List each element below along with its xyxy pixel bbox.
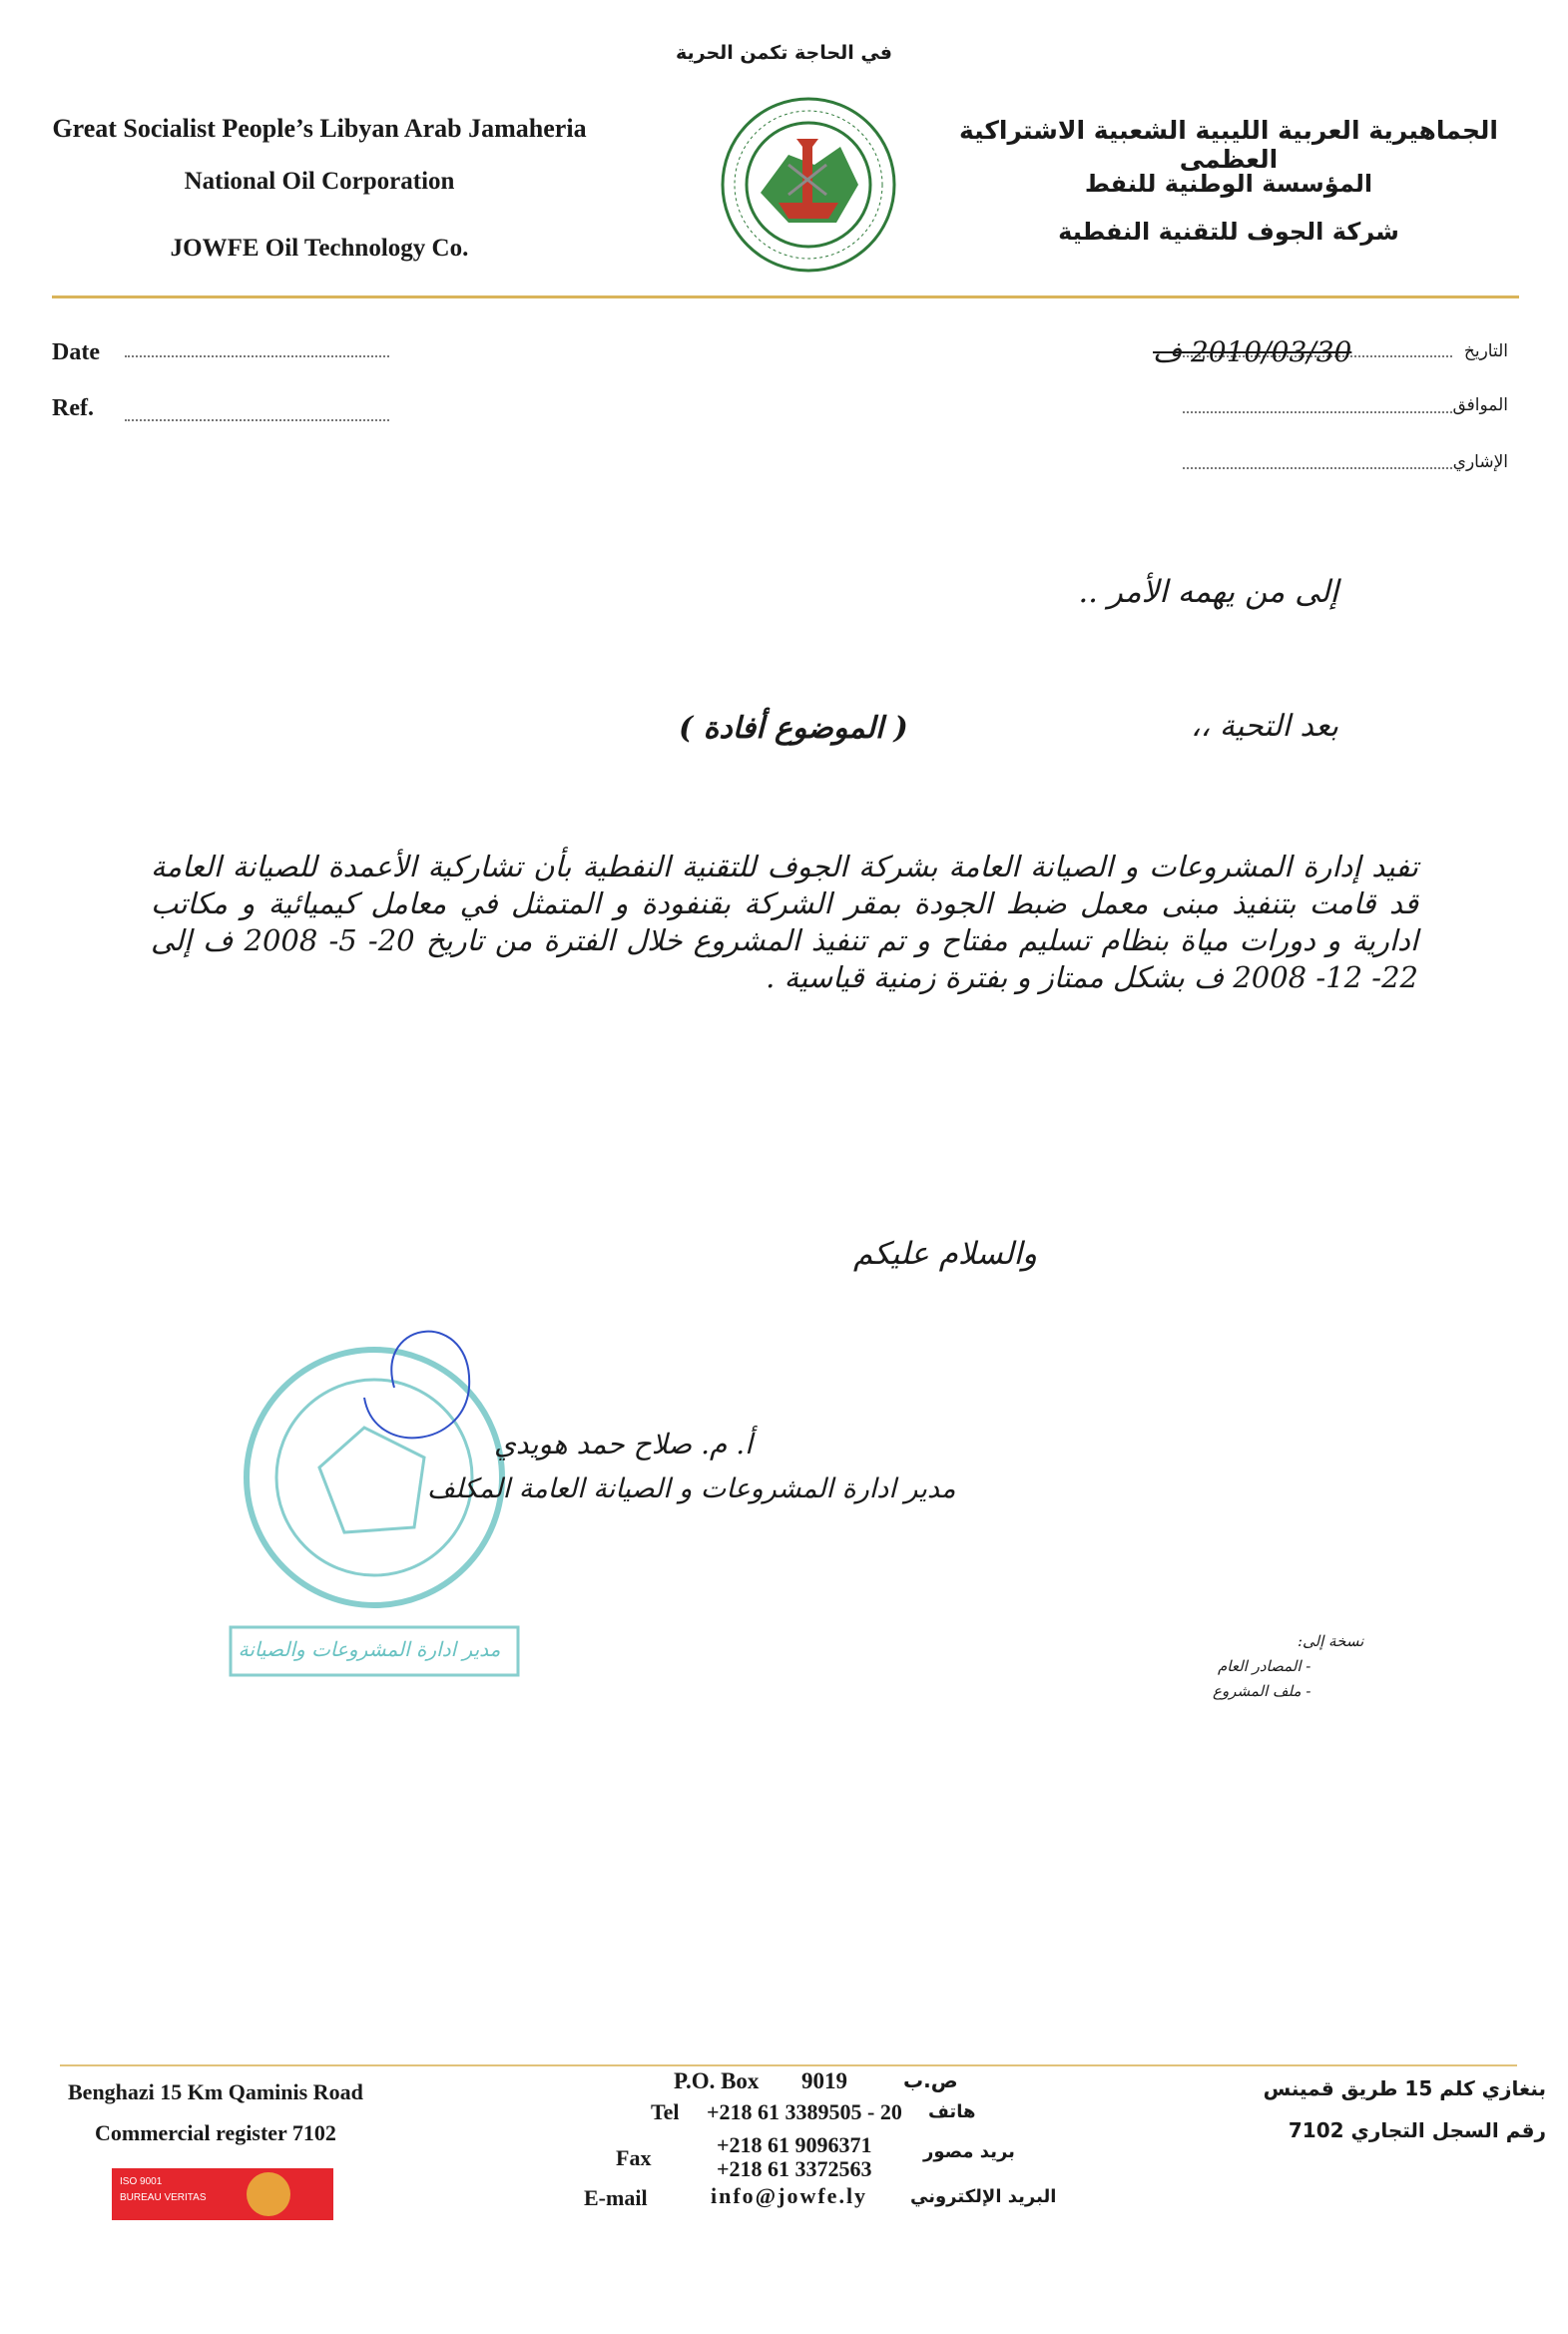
closing: والسلام عليكم xyxy=(853,1236,1038,1272)
footer-register-ar: رقم السجل التجاري 7102 xyxy=(1288,2118,1546,2142)
ref-label: Ref. xyxy=(52,395,94,421)
cc-item-2: - ملف المشروع xyxy=(1213,1682,1311,1700)
ref-dotted-line xyxy=(125,419,389,421)
footer-email-label: E-mail xyxy=(584,2185,648,2210)
footer-address-en: Benghazi 15 Km Qaminis Road xyxy=(68,2079,363,2104)
footer-pobox-label: P.O. Box xyxy=(674,2068,760,2093)
date-label: Date xyxy=(52,339,100,365)
stamp-caption: مدير ادارة المشروعات والصيانة xyxy=(238,1637,501,1661)
signer-name: أ. م. صلاح حمد هويدي xyxy=(494,1428,753,1460)
iso-certification-badge xyxy=(112,2168,333,2220)
greeting: بعد التحية ،، xyxy=(1190,709,1338,744)
footer-fax-value1: +218 61 9096371 xyxy=(717,2132,872,2157)
signer-title: مدير ادارة المشروعات و الصيانة العامة المكلف xyxy=(427,1473,956,1504)
date-value: 2010/03/30 ف xyxy=(1153,335,1352,368)
footer-address-ar: بنغازي كلم 15 طريق قمينس xyxy=(1263,2076,1546,2100)
footer-fax-value2: +218 61 3372563 xyxy=(717,2156,872,2181)
ar-corresponding-dotted-line xyxy=(1183,411,1452,413)
addressee: إلى من يهمه الأمر .. xyxy=(1078,574,1338,610)
footer-pobox-ar: ص.ب xyxy=(903,2068,958,2092)
ar-date-label: التاريخ xyxy=(1463,341,1508,361)
header-ar-line2: المؤسسة الوطنية للنفط xyxy=(1084,170,1373,198)
cc-item-1: - المصادر العام xyxy=(1218,1657,1311,1675)
ar-reference-dotted-line xyxy=(1183,467,1452,469)
official-stamp xyxy=(225,1328,524,1687)
footer-email-value: info@jowfe.ly xyxy=(711,2183,868,2208)
certification-seal-icon xyxy=(247,2172,290,2216)
header-en-line2: National Oil Corporation xyxy=(184,168,455,195)
footer-tel-value: +218 61 3389505 - 20 xyxy=(707,2099,902,2124)
footer-pobox-value: 9019 xyxy=(801,2068,847,2093)
iso-line1: ISO 9001 xyxy=(120,2176,163,2187)
header-divider xyxy=(52,295,1519,298)
cc-label: نسخة إلى: xyxy=(1298,1632,1364,1650)
header-ar-line3: شركة الجوف للتقنية النفطية xyxy=(1058,218,1399,246)
ar-corresponding-label: الموافق xyxy=(1452,395,1508,415)
footer-divider xyxy=(60,2064,1517,2066)
ar-reference-label: الإشاري xyxy=(1452,452,1508,472)
motto: في الحاجة تكمن الحرية xyxy=(675,42,893,64)
header-ar-line1: الجماهيرية العربية الليبية الشعبية الاشتراكية العظمى xyxy=(959,116,1498,174)
footer-register-en: Commercial register 7102 xyxy=(95,2120,336,2145)
footer-tel-ar: هاتف xyxy=(928,2101,976,2122)
date-dotted-line xyxy=(125,355,389,357)
letter-body: تفيد إدارة المشروعات و الصيانة العامة بشركة الجوف للتقنية النفطية بأن تشاركية الأعمدة للصيانة العامة قد قامت بتنفيذ مبنى معمل ضبط الجودة بمقر الشركة بقنفودة و المتمثل في معامل كيميائية و مكاتب ادارية و دورات مياة بنظام تسليم مفتاح و تم تنفيذ المشروع خلال الفترة من تاريخ 20- 5- 2008 ف إلى 22- 12- 2008 ف بشكل ممتاز و بفترة زمنية قياسية . xyxy=(151,850,1418,994)
footer-email-ar: البريد الإلكتروني xyxy=(910,2186,1057,2207)
footer-tel-label: Tel xyxy=(651,2099,680,2124)
footer-fax-label: Fax xyxy=(616,2145,652,2170)
footer-fax-ar: بريد مصور xyxy=(923,2141,1015,2162)
header-en-line3: JOWFE Oil Technology Co. xyxy=(170,235,469,262)
header-en-line1: Great Socialist People’s Libyan Arab Jamaheria xyxy=(52,114,587,143)
subject: ( الموضوع أفادة ) xyxy=(679,711,908,746)
iso-line2: BUREAU VERITAS xyxy=(120,2192,207,2203)
company-logo xyxy=(719,95,898,275)
